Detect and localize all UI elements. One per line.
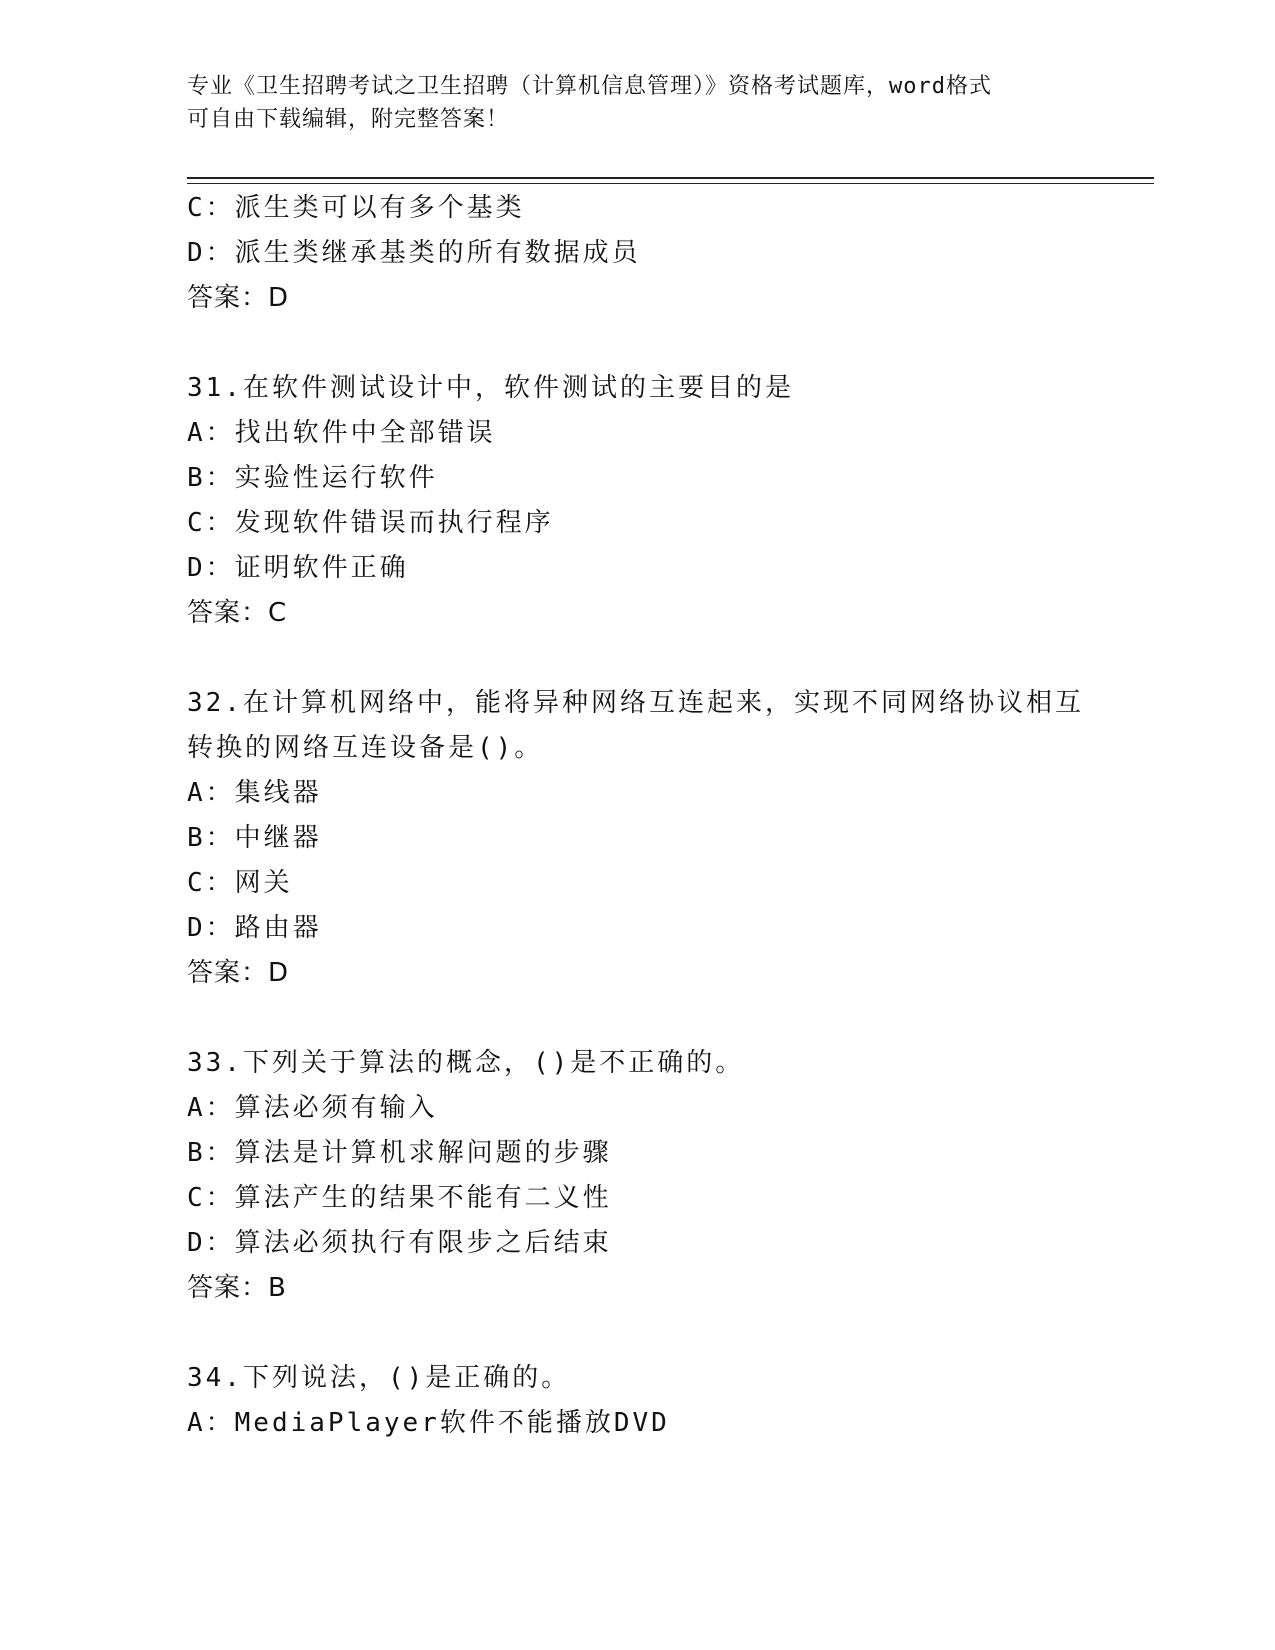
q33-option-b: B：算法是计算机求解问题的步骤 — [187, 1138, 612, 1168]
q32-stem-line-2: 转换的网络互连设备是()。 — [187, 733, 544, 763]
q31-stem: 31.在软件测试设计中，软件测试的主要目的是 — [187, 373, 794, 403]
q32-option-d: D：路由器 — [187, 913, 322, 943]
document-header — [187, 70, 1087, 136]
q32-option-c: C：网关 — [187, 868, 293, 898]
q32-answer: 答案：D — [187, 958, 290, 988]
q31-option-c: C：发现软件错误而执行程序 — [187, 508, 554, 538]
q33-answer: 答案：B — [187, 1273, 287, 1303]
q33-option-d: D：算法必须执行有限步之后结束 — [187, 1228, 612, 1258]
header-divider-thick — [187, 177, 1154, 179]
q30-option-c: C：派生类可以有多个基类 — [187, 193, 525, 223]
q33-option-c: C：算法产生的结果不能有二义性 — [187, 1183, 612, 1213]
q30-option-d: D：派生类继承基类的所有数据成员 — [187, 238, 641, 268]
header-line-2: 可自由下载编辑，附完整答案！ — [187, 107, 510, 132]
header-line-1: 专业《卫生招聘考试之卫生招聘（计算机信息管理）》资格考试题库，word格式 — [187, 74, 992, 99]
q30-answer: 答案：D — [187, 283, 290, 313]
q33-option-a: A：算法必须有输入 — [187, 1093, 438, 1123]
q32-stem-line-1: 32.在计算机网络中，能将异种网络互连起来，实现不同网络协议相互 — [187, 688, 1084, 718]
q31-option-b: B：实验性运行软件 — [187, 463, 438, 493]
q32-option-b: B：中继器 — [187, 823, 322, 853]
q33-stem: 33.下列关于算法的概念，()是不正确的。 — [187, 1048, 745, 1078]
header-divider-thin — [187, 183, 1154, 184]
q31-option-a: A：找出软件中全部错误 — [187, 418, 496, 448]
q34-stem: 34.下列说法，()是正确的。 — [187, 1363, 571, 1393]
q34-option-a: A：MediaPlayer软件不能播放DVD — [187, 1408, 670, 1438]
q31-option-d: D：证明软件正确 — [187, 553, 409, 583]
q31-answer: 答案：C — [187, 598, 288, 628]
q32-option-a: A：集线器 — [187, 778, 322, 808]
